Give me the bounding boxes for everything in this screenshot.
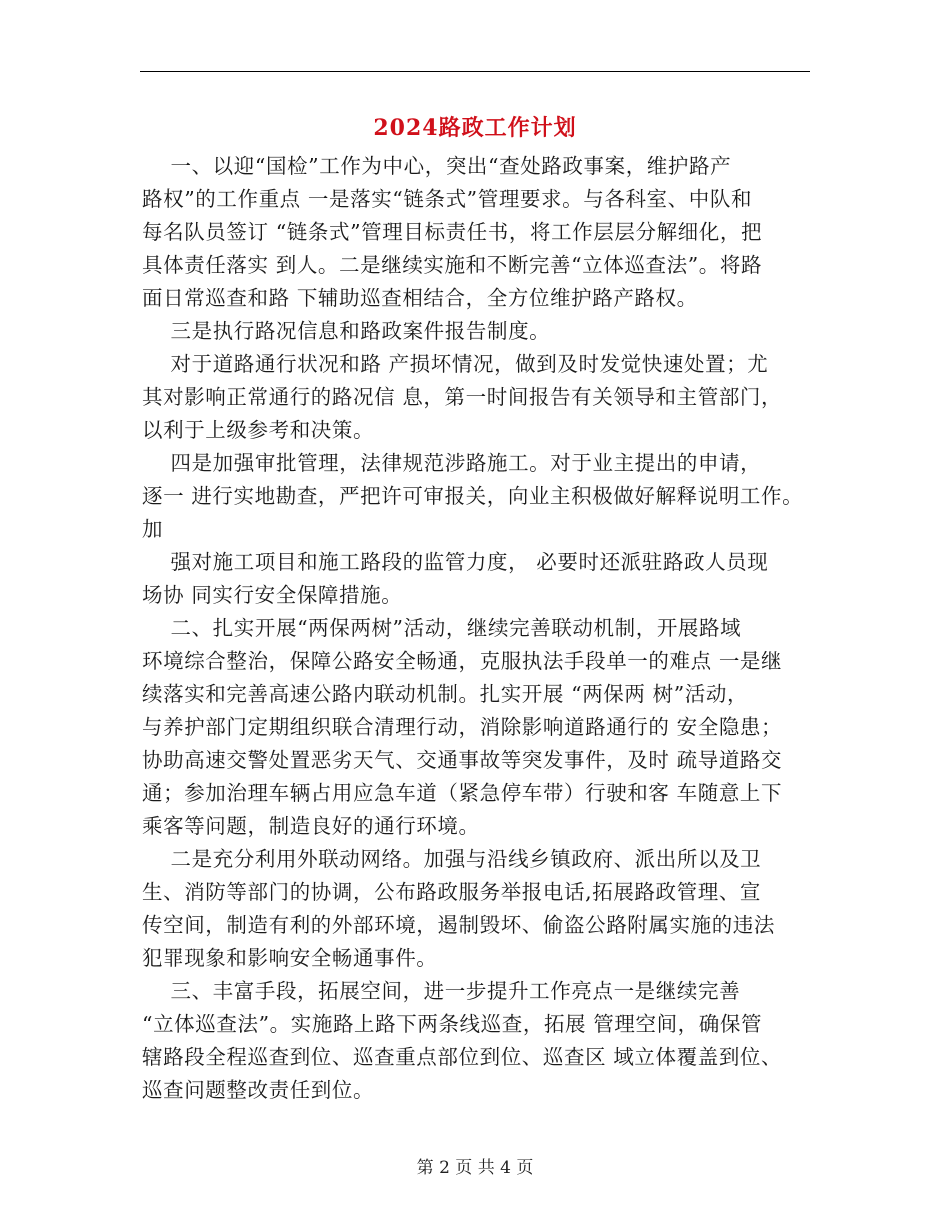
text-line: 传空间，制造有利的外部环境，遏制毁坏、偷盗公路附属实施的违法 xyxy=(142,913,775,937)
text-line: 犯罪现象和影响安全畅通事件。 xyxy=(142,946,438,970)
text-line: “立体巡查法”。实施路上路下两条线巡查，拓展 管理空间，确保管 xyxy=(142,1012,763,1036)
text-line: 三是执行路况信息和路政案件报告制度。 xyxy=(142,319,551,343)
text-line: 四是加强审批管理，法律规范涉路施工。对于业主提出的申请， xyxy=(142,451,762,475)
text-line: 以利于上级参考和决策。 xyxy=(142,418,375,442)
text-line: 生、消防等部门的协调，公布路政服务举报电话,拓展路政管理、宣 xyxy=(142,880,762,904)
text-line: 其对影响正常通行的路况信 息，第一时间报告有关领导和主管部门， xyxy=(142,385,783,409)
text-line: 协助高速交警处置恶劣天气、交通事故等突发事件，及时 疏导道路交 xyxy=(142,748,783,772)
text-line: 强对施工项目和施工路段的监管力度， 必要时还派驻路政人员现 xyxy=(142,550,769,574)
text-line: 环境综合整治，保障公路安全畅通，克服执法手段单一的难点 一是继 xyxy=(142,649,783,673)
text-line: 辖路段全程巡查到位、巡查重点部位到位、巡查区 域立体覆盖到位、 xyxy=(142,1045,783,1069)
page-footer: 第 2 页 共 4 页 xyxy=(416,1158,534,1178)
text-line: 加 xyxy=(142,517,164,541)
header-rule xyxy=(140,71,810,72)
document-title: 2024路政工作计划 xyxy=(373,115,577,141)
text-line: 逐一 进行实地勘查，严把许可审报关，向业主积极做好解释说明工作。 xyxy=(142,484,804,508)
text-line: 二是充分利用外联动网络。加强与沿线乡镇政府、派出所以及卫 xyxy=(142,847,762,871)
text-line: 通；参加治理车辆占用应急车道（紧急停车带）行驶和客 车随意上下 xyxy=(142,781,783,805)
text-line: 对于道路通行状况和路 产损坏情况，做到及时发觉快速处置；尤 xyxy=(142,352,769,376)
text-line: 路权”的工作重点 一是落实“链条式”管理要求。与各科室、中队和 xyxy=(142,187,753,211)
text-line: 巡查问题整改责任到位。 xyxy=(142,1078,375,1102)
text-line: 三、丰富手段，拓展空间，进一步提升工作亮点一是继续完善 xyxy=(142,979,741,1003)
document-body xyxy=(142,150,814,1107)
text-line: 面日常巡查和路 下辅助巡查相结合，全方位维护路产路权。 xyxy=(142,286,698,310)
text-line: 一、以迎“国检”工作为中心，突出“查处路政事案，维护路产 xyxy=(142,154,732,178)
text-line: 具体责任落实 到人。二是继续实施和不断完善“立体巡查法”。将路 xyxy=(142,253,763,277)
text-line: 与养护部门定期组织联合清理行动，消除影响道路通行的 安全隐患； xyxy=(142,715,783,739)
text-line: 续落实和完善高速公路内联动机制。扎实开展 “两保两 树”活动， xyxy=(142,682,749,706)
text-line: 二、扎实开展“两保两树”活动，继续完善联动机制，开展路域 xyxy=(142,616,742,640)
text-line: 乘客等问题，制造良好的通行环境。 xyxy=(142,814,480,838)
text-line: 每名队员签订 “链条式”管理目标责任书，将工作层层分解细化，把 xyxy=(142,220,763,244)
text-line: 场协 同实行安全保障措施。 xyxy=(142,583,403,607)
